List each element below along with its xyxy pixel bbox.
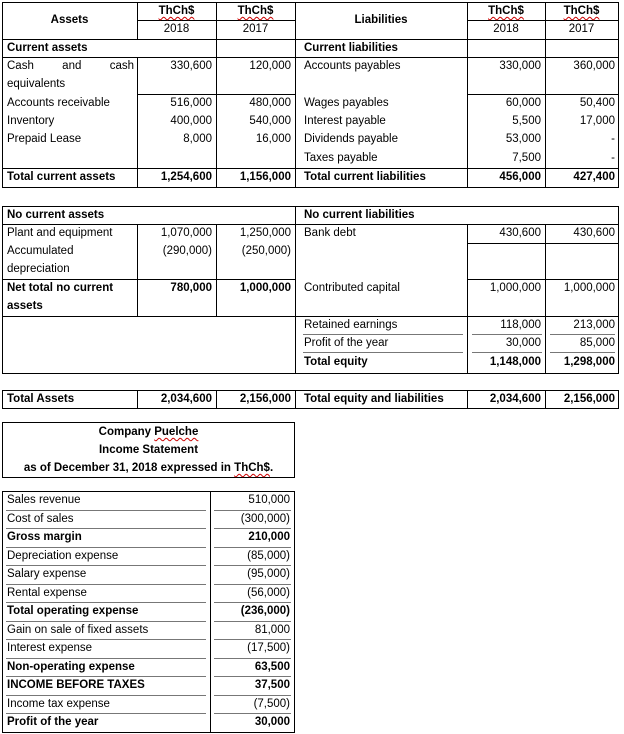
total-assets-2018: 2,034,600: [160, 393, 212, 405]
total-current-assets-2018: 1,254,600: [160, 171, 212, 183]
income-row-label: Depreciation expense: [7, 550, 119, 562]
taxes-payable-2017: -: [611, 152, 615, 164]
total-equity-liabilities-label: Total equity and liabilities: [304, 393, 444, 405]
year-2018: 2018: [163, 23, 190, 35]
income-period: as of December 31, 2018 expressed in ThCh$.: [23, 462, 274, 474]
assets-header: Assets: [50, 14, 89, 26]
retained-earnings-label: Retained earnings: [304, 319, 398, 331]
net-noncurrent-assets-2018: 780,000: [170, 282, 212, 294]
income-row-value: (17,500): [247, 642, 290, 654]
income-subtitle: Income Statement: [98, 444, 199, 456]
income-row-value: (300,000): [240, 513, 290, 525]
inventory-2017: 540,000: [249, 115, 291, 127]
income-row-value: 63,500: [254, 661, 290, 673]
taxes-payable-label: Taxes payable: [304, 152, 378, 164]
dividends-payable-label: Dividends payable: [304, 133, 398, 145]
currency-label: ThCh$: [563, 5, 600, 17]
bank-debt-2018: 430,600: [499, 227, 541, 239]
income-row-label: Profit of the year: [7, 716, 99, 728]
income-row-value: (56,000): [247, 587, 290, 599]
retained-earnings-2018: 118,000: [500, 319, 541, 331]
accumulated-depreciation-label: Accumulated: [7, 245, 74, 257]
contributed-capital-label: Contributed capital: [304, 282, 400, 294]
interest-payable-2017: 17,000: [579, 115, 615, 127]
prepaid-lease-2017: 16,000: [255, 133, 291, 145]
wages-payables-2018: 60,000: [505, 97, 541, 109]
total-current-liabilities-2017: 427,400: [573, 171, 615, 183]
income-row-value: 510,000: [248, 494, 290, 506]
cash-2018: 330,600: [170, 60, 212, 72]
ar-2017: 480,000: [249, 97, 291, 109]
cash-2017: 120,000: [249, 60, 291, 72]
total-equity-liabilities-2017: 2,156,000: [563, 393, 615, 405]
total-equity-2018: 1,148,000: [489, 356, 541, 368]
total-current-liabilities-2018: 456,000: [499, 171, 541, 183]
plant-equipment-2018: 1,070,000: [160, 227, 212, 239]
currency-label: ThCh$: [237, 5, 274, 17]
total-current-assets-2017: 1,156,000: [239, 171, 291, 183]
income-row-label: Gain on sale of fixed assets: [7, 624, 149, 636]
total-equity-2017: 1,298,000: [563, 356, 615, 368]
current-assets-title: Current assets: [7, 42, 88, 54]
net-noncurrent-assets-2017: 1,000,000: [239, 282, 291, 294]
income-row-label: Sales revenue: [7, 494, 81, 506]
inventory-label: Inventory: [7, 115, 55, 127]
income-row-value: (95,000): [247, 568, 290, 580]
income-row-label: Salary expense: [7, 568, 87, 580]
total-current-liabilities-label: Total current liabilities: [304, 171, 426, 183]
income-row-label: Rental expense: [7, 587, 87, 599]
inventory-2018: 400,000: [170, 115, 212, 127]
profit-of-year-2017: 85,000: [579, 337, 615, 349]
income-row-value: 37,500: [254, 679, 290, 691]
bank-debt-label: Bank debt: [304, 227, 356, 239]
accounts-payables-2018: 330,000: [499, 60, 541, 72]
total-equity-liabilities-2018: 2,034,600: [489, 393, 541, 405]
income-row-value: 81,000: [254, 624, 290, 636]
income-row-label: INCOME BEFORE TAXES: [7, 679, 145, 691]
profit-of-year-2018: 30,000: [505, 337, 541, 349]
income-row-value: 210,000: [248, 531, 290, 543]
net-noncurrent-assets-label: Net total no current: [7, 282, 114, 294]
income-row-label: Total operating expense: [7, 605, 139, 617]
no-current-liabilities-title: No current liabilities: [304, 209, 415, 221]
cash-label-cont: equivalents: [7, 78, 66, 90]
income-row-value: (236,000): [240, 605, 290, 617]
interest-payable-label: Interest payable: [304, 115, 386, 127]
income-row-label: Income tax expense: [7, 698, 110, 710]
accounts-payables-label: Accounts payables: [304, 60, 401, 72]
prepaid-lease-2018: 8,000: [183, 133, 212, 145]
accounts-payables-2017: 360,000: [573, 60, 615, 72]
dividends-payable-2017: -: [611, 133, 615, 145]
income-row-value: (7,500): [253, 698, 290, 710]
current-liabilities-title: Current liabilities: [304, 42, 398, 54]
liabilities-header: Liabilities: [354, 14, 408, 26]
total-equity-label: Total equity: [304, 356, 368, 368]
no-current-assets-title: No current assets: [7, 209, 105, 221]
wages-payables-label: Wages payables: [304, 97, 389, 109]
income-row-label: Gross margin: [7, 531, 82, 543]
contributed-capital-2018: 1,000,000: [489, 282, 541, 294]
income-row-value: (85,000): [247, 550, 290, 562]
bank-debt-2017: 430,600: [573, 227, 615, 239]
dividends-payable-2018: 53,000: [505, 133, 541, 145]
income-row-label: Non-operating expense: [7, 661, 135, 673]
total-current-assets-label: Total current assets: [7, 171, 116, 183]
income-row-label: Interest expense: [7, 642, 93, 654]
ar-label: Accounts receivable: [7, 97, 110, 109]
currency-label: ThCh$: [158, 5, 195, 17]
interest-payable-2018: 5,500: [512, 115, 541, 127]
income-title: Company Puelche: [98, 426, 199, 438]
plant-equipment-label: Plant and equipment: [7, 227, 113, 239]
year-2017: 2017: [242, 23, 269, 35]
income-row-value: 30,000: [254, 716, 290, 728]
year-2017: 2017: [568, 23, 595, 35]
retained-earnings-2017: 213,000: [573, 319, 615, 331]
accumulated-depreciation-label-cont: depreciation: [7, 263, 70, 275]
total-assets-2017: 2,156,000: [239, 393, 291, 405]
wages-payables-2017: 50,400: [579, 97, 615, 109]
prepaid-lease-label: Prepaid Lease: [7, 133, 82, 145]
accumulated-depreciation-2018: (290,000): [162, 245, 212, 257]
taxes-payable-2018: 7,500: [512, 152, 541, 164]
cash-label: Cash and cash: [7, 60, 134, 72]
accumulated-depreciation-2017: (250,000): [241, 245, 291, 257]
income-row-label: Cost of sales: [7, 513, 74, 525]
year-2018: 2018: [493, 23, 519, 35]
net-noncurrent-assets-label-cont: assets: [7, 300, 43, 312]
contributed-capital-2017: 1,000,000: [563, 282, 615, 294]
ar-2018: 516,000: [170, 97, 212, 109]
total-assets-label: Total Assets: [7, 393, 75, 405]
plant-equipment-2017: 1,250,000: [239, 227, 291, 239]
currency-label: ThCh$: [488, 5, 524, 17]
profit-of-year-label: Profit of the year: [304, 337, 389, 349]
